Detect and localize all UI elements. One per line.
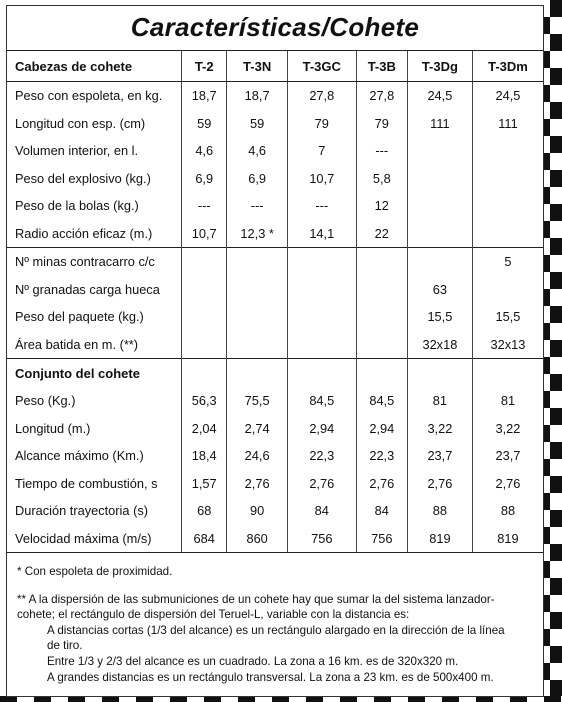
table-row [7,248,543,276]
cell-value: --- [287,192,356,220]
footnote-dispersion: ** A la dispersión de las submuniciones de un cohete hay que sumar la del sistema lanzador- [17,592,495,606]
cell-value: 59 [227,110,287,138]
header-row [7,51,543,82]
cell-value: 81 [407,387,472,415]
table-row [7,220,543,248]
cell-value: 15,5 [472,303,543,331]
row-label: Longitud con esp. (cm) [15,115,146,131]
cell-value: 5 [472,248,543,276]
table-row [7,331,543,359]
cell-value [287,276,356,304]
cell-value: 23,7 [407,442,472,470]
cell-value [472,276,543,304]
footnotes [17,564,537,685]
footnote-dispersion: de tiro. [47,639,83,653]
cell-value: 2,76 [356,470,407,498]
cell-value [227,303,287,331]
footnote-dispersion: cohete; el rectángulo de dispersión del Teruel-L, variable con la distancia es: [17,608,410,622]
cell-value [287,303,356,331]
cell-value: 22,3 [356,442,407,470]
col-header: T-3B [356,51,407,82]
cell-value [182,303,227,331]
cell-value: 2,94 [356,415,407,443]
cell-value [227,331,287,359]
col-header: T-3GC [287,51,356,82]
cell-value: 24,5 [472,82,543,110]
cell-value: 32x18 [407,331,472,359]
col-header: T-3Dm [472,51,543,82]
table-row [7,276,543,304]
cell-value: 79 [287,110,356,138]
cell-value: 860 [227,525,287,553]
cell-value: 2,76 [287,470,356,498]
row-label: Nº granadas carga hueca [15,281,160,297]
cell-value: 819 [407,525,472,553]
row-label: Área batida en m. (**) [15,336,139,352]
cell-value: 756 [287,525,356,553]
cell-value [227,276,287,304]
row-label: Velocidad máxima (m/s) [7,525,182,553]
cell-value: 4,6 [227,137,287,165]
cell-value: 2,04 [182,415,227,443]
cell-value [472,192,543,220]
cell-value: 27,8 [287,82,356,110]
cell-value [407,220,472,248]
cell-value: 56,3 [182,387,227,415]
section-label: Conjunto del cohete [7,359,182,388]
col-header: T-3Dg [407,51,472,82]
cell-value [182,276,227,304]
checker-border [550,0,562,702]
cell-value: 14,1 [287,220,356,248]
cell-value: 18,7 [227,82,287,110]
table-row [7,442,543,470]
section-cell [182,359,227,388]
row-label: Radio acción eficaz (m.) [15,225,153,241]
cell-value: 23,7 [472,442,543,470]
row-label: Alcance máximo (Km.) [15,448,144,464]
footnote-proximity: * Con espoleta de proximidad. [17,565,173,578]
cell-value: 1,57 [182,470,227,498]
cell-value [356,303,407,331]
cell-value: 24,6 [227,442,287,470]
cell-value: 90 [227,497,287,525]
cell-value [287,248,356,276]
table-row [7,387,543,415]
cell-value: 7 [287,137,356,165]
row-label: Volumen interior, en l. [15,143,139,159]
table-row [7,82,543,110]
cell-value: 22,3 [287,442,356,470]
cell-value: 684 [182,525,227,553]
footnote-dispersion: A grandes distancias es un rectángulo transversal. La zona a 23 km. es de 500x400 m. [47,670,494,684]
cell-value: --- [182,192,227,220]
cell-value: 24,5 [407,82,472,110]
section-cell [472,359,543,388]
cell-value: 79 [356,110,407,138]
cell-value: 27,8 [356,82,407,110]
cell-value: 2,74 [227,415,287,443]
row-label: Peso (Kg.) [15,393,76,409]
cell-value: 6,9 [182,165,227,193]
cell-value: 5,8 [356,165,407,193]
cell-value: 18,4 [182,442,227,470]
row-label: Longitud (m.) [15,420,91,436]
cell-value: 10,7 [182,220,227,248]
cell-value: --- [356,137,407,165]
cell-value [407,165,472,193]
col-header: T-2 [182,51,227,82]
cell-value: 2,76 [472,470,543,498]
cell-value [356,331,407,359]
cell-value [472,220,543,248]
cell-value: 88 [472,497,543,525]
header-label: Cabezas de cohete [7,51,182,82]
cell-value: 84,5 [356,387,407,415]
row-label: Peso del explosivo (kg.) [15,170,151,186]
table-row [7,165,543,193]
table-row [7,110,543,138]
section-cell [287,359,356,388]
table-row [7,497,543,525]
cell-value: 81 [472,387,543,415]
cell-value [407,248,472,276]
cell-value: 75,5 [227,387,287,415]
cell-value: 111 [407,110,472,138]
cell-value: 819 [472,525,543,553]
section-cell [227,359,287,388]
cell-value: --- [227,192,287,220]
row-label: Peso con espoleta, en kg. [15,88,163,104]
cell-value: 84 [356,497,407,525]
cell-value: 6,9 [227,165,287,193]
cell-value [472,137,543,165]
spec-card [6,5,544,697]
spec-table [7,50,543,553]
cell-value: 4,6 [182,137,227,165]
row-label: Peso de la bolas (kg.) [15,198,139,214]
cell-value [356,248,407,276]
cell-value: 2,94 [287,415,356,443]
cell-value: 10,7 [287,165,356,193]
cell-value [407,192,472,220]
section-cell [407,359,472,388]
cell-value: 15,5 [407,303,472,331]
cell-value: 88 [407,497,472,525]
cell-value: 12 [356,192,407,220]
cell-value: 63 [407,276,472,304]
row-label: Tiempo de combustión, s [15,475,158,491]
cell-value [407,137,472,165]
cell-value [356,276,407,304]
cell-value: 2,76 [407,470,472,498]
cell-value: 22 [356,220,407,248]
table-row [7,137,543,165]
table-row [7,415,543,443]
section-cell [356,359,407,388]
cell-value [182,331,227,359]
col-header: T-3N [227,51,287,82]
cell-value [287,331,356,359]
table-row [7,192,543,220]
footnote-dispersion: A distancias cortas (1/3 del alcance) es un rectángulo alargado en la dirección de la línea [47,623,505,637]
cell-value: 84 [287,497,356,525]
cell-value: 111 [472,110,543,138]
cell-value: 2,76 [227,470,287,498]
cell-value: 12,3 * [227,220,287,248]
table-row [7,303,543,331]
row-label: Peso del paquete (kg.) [15,309,144,325]
cell-value: 3,22 [472,415,543,443]
cell-value: 59 [182,110,227,138]
cell-value: 84,5 [287,387,356,415]
cell-value [227,248,287,276]
row-label: Duración trayectoria (s) [15,503,148,519]
cell-value: 3,22 [407,415,472,443]
page-title: Características/Cohete [130,12,420,42]
table-row [7,470,543,498]
cell-value: 32x13 [472,331,543,359]
cell-value: 18,7 [182,82,227,110]
table-row [7,525,543,553]
cell-value [182,248,227,276]
row-label: Nº minas contracarro c/c [7,248,182,276]
cell-value: 68 [182,497,227,525]
cell-value: 756 [356,525,407,553]
section-row [7,359,543,388]
cell-value [472,165,543,193]
footnote-dispersion: Entre 1/3 y 2/3 del alcance es un cuadrado. La zona a 16 km. es de 320x320 m. [47,654,459,668]
